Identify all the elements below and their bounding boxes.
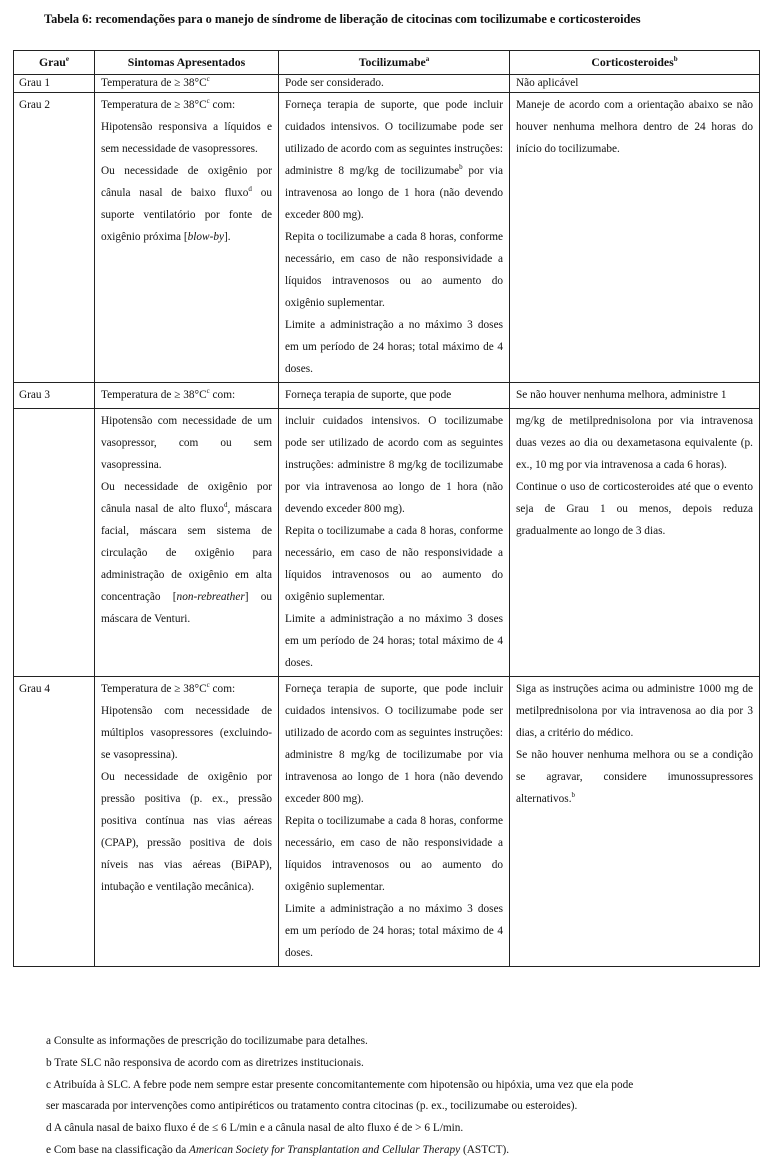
cort-dose: Siga as instruções acima ou administre 1000 mg de metilprednisolona por via intravenosa ao dia por 3 dias, a critério do médico. [516,683,753,739]
tocilizumab-cell: Pode ser considerado. [279,75,510,93]
table-header-row [14,51,760,75]
cort-dose: mg/kg de metilprednisolona por via intravenosa duas vezes ao dia ou dexametasona equivalente (p. ex., 10 mg por via intravenosa a cada 6 horas). [516,415,753,471]
symptoms-cell: Temperatura de ≥ $38^\circ C^c$ [95,75,279,93]
footnote-d: d A cânula nasal de baixo fluxo é de ≤ 6 L/min e a cânula nasal de alto fluxo é de > 6 L/min. [46,1122,464,1135]
toc-repeat: Repita o tocilizumabe a cada 8 horas, conforme necessário, em caso de não responsividade a líquidos intravenosos ou ao aumento do oxigênio suplementar. [285,231,503,309]
tocilizumab-cell [279,93,510,383]
grade-cell: Grau 3 [14,383,95,409]
footnote-a: a Consulte as informações de prescrição do tocilizumabe para detalhes. [46,1035,368,1047]
cort-guidance: Maneje de acordo com a orientação abaixo se não houver nenhuma melhora dentro de 24 horas do início do tocilizumabe. [516,99,753,155]
table-row-grade-3 [14,383,760,409]
toc-dose: incluir cuidados intensivos. O tocilizumabe pode ser utilizado de acordo com as seguintes instruções: administre 8 mg/kg de tocilizumabe por via intravenosa ao longo de 1 hora (não devendo exceder 800 mg). [285,415,503,515]
header-corticosteroids: Corticosteroides$^b$ [510,51,760,75]
symptom-oxygen: Ou necessidade de oxigênio por cânula nasal de alto fluxo$^d$, máscara facial, máscara sem sistema de circulação de oxigênio para administração de oxigênio em alta concentração [non-rebreather] ou máscara de Venturi. [101,481,273,625]
footnote-b: b Trate SLC não responsiva de acordo com as diretrizes institucionais. [46,1056,364,1069]
symptom-oxygen: Ou necessidade de oxigênio por cânula nasal de baixo fluxo$^d$ ou suporte ventilatório por fonte de oxigênio próxima [blow-by]. [101,165,272,243]
corticosteroids-cell [510,93,760,383]
symptom-oxygen: Ou necessidade de oxigênio por pressão positiva (p. ex., pressão positiva contínua nas vias aéreas (CPAP), pressão positiva de dois níveis nas vias aéreas (BiPAP), intubação e ventilação mecânica). [101,771,272,893]
toc-limit: Limite a administração a no máximo 3 doses em um período de 24 horas; total máximo de 4 doses. [285,319,503,375]
tocilizumab-cell: Forneça terapia de suporte, que pode [279,383,510,409]
corticosteroids-cell [510,409,760,677]
tocilizumab-cell [279,677,510,967]
table-title: Tabela 6: recomendações para o manejo de síndrome de liberação de citocinas com tocilizumabe e corticosteroides [44,12,641,26]
toc-repeat: Repita o tocilizumabe a cada 8 horas, conforme necessário, em caso de não responsividade a líquidos intravenosos ou ao aumento do oxigênio suplementar. [285,815,503,893]
toc-dose: Forneça terapia de suporte, que pode incluir cuidados intensivos. O tocilizumabe pode ser utilizado de acordo com as seguintes instruções: administre 8 mg/kg de tocilizumabe$^b$ por via intravenosa ao longo de 1 hora (não devendo exceder 800 mg). [285,99,503,221]
grade-cell: Grau 1 [14,75,95,93]
symptoms-cell [95,677,279,967]
symptoms-cell [95,93,279,383]
symptoms-cell: Temperatura de ≥ $38^\circ C^c$ com: [95,383,279,409]
corticosteroids-cell [510,677,760,967]
corticosteroids-cell: Não aplicável [510,75,760,93]
footnote-e: e Com base na classificação da American Society for Transplantation and Cellular Therapy (ASTCT). [46,1143,510,1156]
crs-management-table [13,50,760,967]
cort-escalation: Se não houver nenhuma melhora ou se a condição se agravar, considere imunossupressores alternativos.$^b$ [516,749,753,805]
symptom-fever: Temperatura de ≥ $38^\circ C^c$ com: [101,97,236,111]
symptom-hypotension: Hipotensão com necessidade de um vasopressor, com ou sem vasopressina. [101,415,272,471]
corticosteroids-cell: Se não houver nenhuma melhora, administre 1 [510,383,760,409]
grade-cell: Grau 2 [14,93,95,383]
symptom-hypotension: Hipotensão responsiva a líquidos e sem necessidade de vasopressores. [101,121,272,155]
symptom-fever: Temperatura de ≥ $38^\circ C^c$ com: [101,681,236,695]
symptom-hypotension: Hipotensão com necessidade de múltiplos vasopressores (excluindo-se vasopressina). [101,705,272,761]
footnote-c-continued: ser mascarada por intervenções como antipiréticos ou tratamento contra citocinas (p. ex., tocilizumabe ou esteroides). [46,1100,578,1113]
cort-taper: Continue o uso de corticosteroides até que o evento seja de Grau 1 ou menos, depois reduza gradualmente ao longo de 3 dias. [516,481,753,537]
tocilizumab-cell [279,409,510,677]
table-row-grade-4 [14,677,760,967]
table-row-grade-1 [14,75,760,93]
grade-cell: Grau 4 [14,677,95,967]
toc-limit: Limite a administração a no máximo 3 doses em um período de 24 horas; total máximo de 4 doses. [285,613,503,669]
header-symptoms: Sintomas Apresentados [95,51,279,75]
footnotes [46,1031,633,1162]
toc-repeat: Repita o tocilizumabe a cada 8 horas, conforme necessário, em caso de não responsividade a líquidos intravenosos ou ao aumento do oxigênio suplementar. [285,525,503,603]
grade-cell-empty [14,409,95,677]
toc-limit: Limite a administração a no máximo 3 doses em um período de 24 horas; total máximo de 4 doses. [285,903,503,959]
footnote-c: c Atribuída à SLC. A febre pode nem sempre estar presente concomitantemente com hipotensão ou hipóxia, uma vez que ela pode [46,1078,634,1091]
toc-dose: Forneça terapia de suporte, que pode incluir cuidados intensivos. O tocilizumabe pode ser utilizado de acordo com as seguintes instruções: administre 8 mg/kg de tocilizumabe por via intravenosa ao longo de 1 hora (não devendo exceder 800 mg). [285,683,503,805]
table-row-grade-3-cont [14,409,760,677]
symptoms-cell [95,409,279,677]
header-grade: Grau$^e$ [14,51,95,75]
header-tocilizumab: Tocilizumabe$^a$ [279,51,510,75]
table-row-grade-2 [14,93,760,383]
